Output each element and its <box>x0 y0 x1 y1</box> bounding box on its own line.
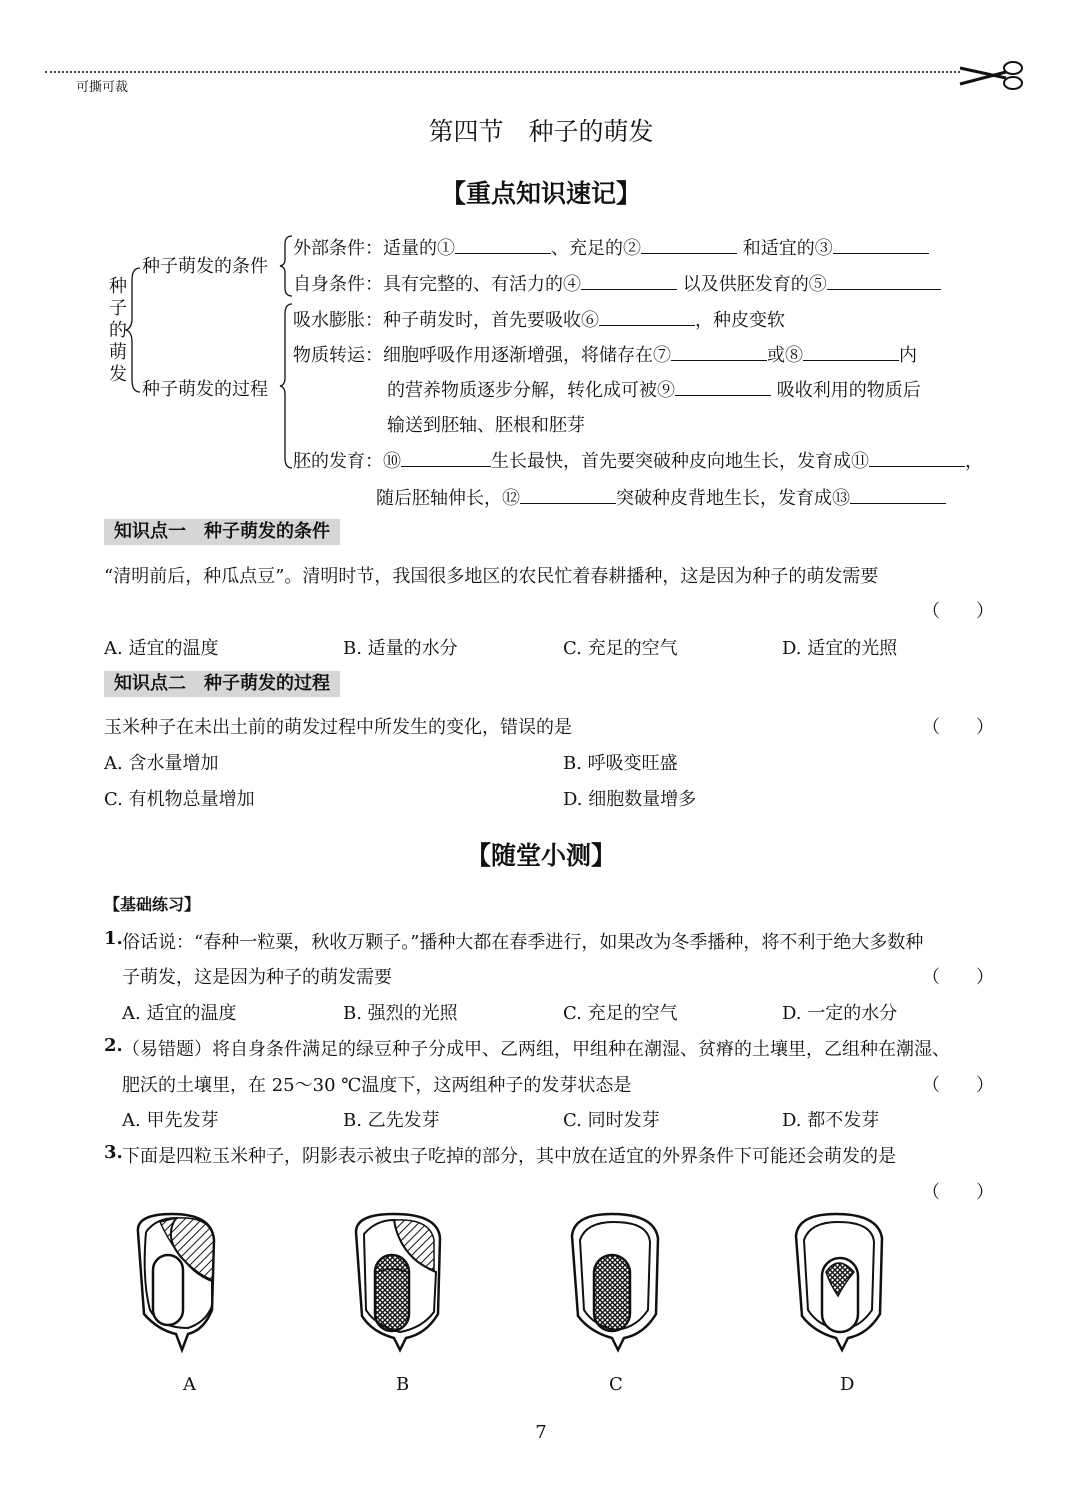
q1-answer-paren[interactable]: （ ） <box>922 967 994 988</box>
knowledge-point-2-label: 知识点二 种子萌发的过程 <box>104 671 340 697</box>
seed-figures <box>100 1210 980 1360</box>
kp1-option-b[interactable]: B. 适量的水分 <box>343 638 458 659</box>
blank-9[interactable] <box>675 379 771 396</box>
outline-material-transport <box>293 341 917 367</box>
q2-line2: 肥沃的土壤里，在 25～30 ℃温度下，这两组种子的发芽状态是 <box>122 1075 632 1096</box>
q1-line1: 俗话说：“春种一粒粟，秋收万颗子。”播种大都在春季进行，如果改为冬季播种，将不利于绝大多数种 <box>122 932 924 953</box>
scissors-icon <box>958 58 1028 92</box>
blank-4[interactable] <box>581 273 677 290</box>
kp1-option-a[interactable]: A. 适宜的温度 <box>104 638 219 659</box>
outline-root: 种子的萌发 <box>109 276 127 385</box>
blank-8[interactable] <box>803 344 899 361</box>
outline-text: 吸水膨胀：种子萌发时，首先要吸收⑥ <box>293 310 599 331</box>
cut-line <box>45 71 960 73</box>
outline-text: ， <box>965 451 983 472</box>
kp1-option-d[interactable]: D. 适宜的光照 <box>782 638 898 659</box>
outline-embryo-development-cont <box>376 484 946 510</box>
outline-text: 或⑧ <box>767 345 803 366</box>
brace-process <box>278 300 294 472</box>
blank-12[interactable] <box>520 487 616 504</box>
outline-material-transport-cont <box>387 376 921 402</box>
q2-number: 2. <box>104 1035 123 1056</box>
basic-practice-label: 【基础练习】 <box>104 895 201 914</box>
blank-10[interactable] <box>401 450 491 467</box>
outline-internal-conditions <box>293 270 941 296</box>
outline-text: 物质转运：细胞呼吸作用逐渐增强，将储存在⑦ <box>293 345 671 366</box>
q3-number: 3. <box>104 1142 123 1163</box>
figure-label-c: C <box>609 1374 623 1395</box>
kp2-option-b[interactable]: B. 呼吸变旺盛 <box>563 753 678 774</box>
outline-text: 胚的发育：⑩ <box>293 451 401 472</box>
blank-6[interactable] <box>599 309 695 326</box>
q1-option-d[interactable]: D. 一定的水分 <box>782 1003 898 1024</box>
figure-label-a: A <box>183 1374 196 1395</box>
outline-branch-conditions: 种子萌发的条件 <box>142 256 268 277</box>
page-title: 第四节 种子的萌发 <box>428 117 654 146</box>
outline-text: 以及供胚发育的⑤ <box>682 274 827 295</box>
outline-text: 自身条件：具有完整的、有活力的④ <box>293 274 581 295</box>
figure-label-b: B <box>396 1374 410 1395</box>
q3-line1: 下面是四粒玉米种子，阴影表示被虫子吃掉的部分，其中放在适宜的外界条件下可能还会萌发的是 <box>122 1146 896 1167</box>
q2-option-c[interactable]: C. 同时发芽 <box>563 1110 660 1131</box>
kp1-option-c[interactable]: C. 充足的空气 <box>563 638 678 659</box>
outline-text: 外部条件：适量的① <box>293 238 455 259</box>
blank-1[interactable] <box>455 237 551 254</box>
q2-option-d[interactable]: D. 都不发芽 <box>782 1110 880 1131</box>
seed-c[interactable] <box>572 1214 658 1350</box>
kp1-answer-paren[interactable]: （ ） <box>922 601 994 622</box>
seed-d[interactable] <box>796 1214 882 1350</box>
outline-text: 内 <box>899 345 917 366</box>
outline-text: 生长最快，首先要突破种皮向地生长，发育成⑪ <box>491 451 869 472</box>
kp1-question: “清明前后，种瓜点豆”。清明时节，我国很多地区的农民忙着春耕播种，这是因为种子的萌发需要 <box>104 566 879 587</box>
q3-answer-paren[interactable]: （ ） <box>922 1182 994 1203</box>
knowledge-point-1-label: 知识点一 种子萌发的条件 <box>104 519 340 545</box>
q1-number: 1. <box>104 928 123 949</box>
outline-text: ，种皮变软 <box>695 310 785 331</box>
q1-option-b[interactable]: B. 强烈的光照 <box>343 1003 458 1024</box>
kp2-option-c[interactable]: C. 有机物总量增加 <box>104 789 255 810</box>
seed-a[interactable] <box>138 1214 214 1350</box>
blank-13[interactable] <box>850 487 946 504</box>
kp2-answer-paren[interactable]: （ ） <box>922 717 994 738</box>
blank-11[interactable] <box>869 450 965 467</box>
cut-label: 可撕可裁 <box>76 80 129 95</box>
outline-text: 、充足的② <box>551 238 641 259</box>
q1-option-a[interactable]: A. 适宜的温度 <box>122 1003 237 1024</box>
outline-transport-destination: 输送到胚轴、胚根和胚芽 <box>387 415 585 436</box>
outline-water-absorption <box>293 306 785 332</box>
outline-text: 和适宜的③ <box>742 238 833 259</box>
blank-3[interactable] <box>833 237 929 254</box>
brace-conditions <box>278 230 294 300</box>
section-title-key-points: 【重点知识速记】 <box>440 179 641 208</box>
outline-text: 的营养物质逐步分解，转化成可被⑨ <box>387 380 675 401</box>
q2-option-a[interactable]: A. 甲先发芽 <box>122 1110 219 1131</box>
page-number: 7 <box>535 1422 547 1443</box>
section-title-quiz: 【随堂小测】 <box>465 841 616 870</box>
blank-2[interactable] <box>641 237 737 254</box>
blank-5[interactable] <box>827 273 941 290</box>
kp2-question: 玉米种子在未出土前的萌发过程中所发生的变化，错误的是 <box>104 717 572 738</box>
q2-answer-paren[interactable]: （ ） <box>922 1075 994 1096</box>
brace-root <box>124 230 144 400</box>
kp2-option-d[interactable]: D. 细胞数量增多 <box>563 789 697 810</box>
q1-line2: 子萌发，这是因为种子的萌发需要 <box>122 967 392 988</box>
q2-option-b[interactable]: B. 乙先发芽 <box>343 1110 440 1131</box>
outline-text: 吸收利用的物质后 <box>776 380 921 401</box>
outline-text: 随后胚轴伸长，⑫ <box>376 488 520 509</box>
figure-label-d: D <box>840 1374 855 1395</box>
outline-text: 突破种皮背地生长，发育成⑬ <box>616 488 850 509</box>
outline-external-conditions <box>293 234 929 260</box>
blank-7[interactable] <box>671 344 767 361</box>
seed-b[interactable] <box>356 1214 440 1350</box>
q2-line1: （易错题）将自身条件满足的绿豆种子分成甲、乙两组，甲组种在潮湿、贫瘠的土壤里，乙组种在潮湿、 <box>122 1039 950 1060</box>
q1-option-c[interactable]: C. 充足的空气 <box>563 1003 678 1024</box>
outline-embryo-development <box>293 447 983 473</box>
kp2-option-a[interactable]: A. 含水量增加 <box>104 753 219 774</box>
outline-branch-process: 种子萌发的过程 <box>142 379 268 400</box>
